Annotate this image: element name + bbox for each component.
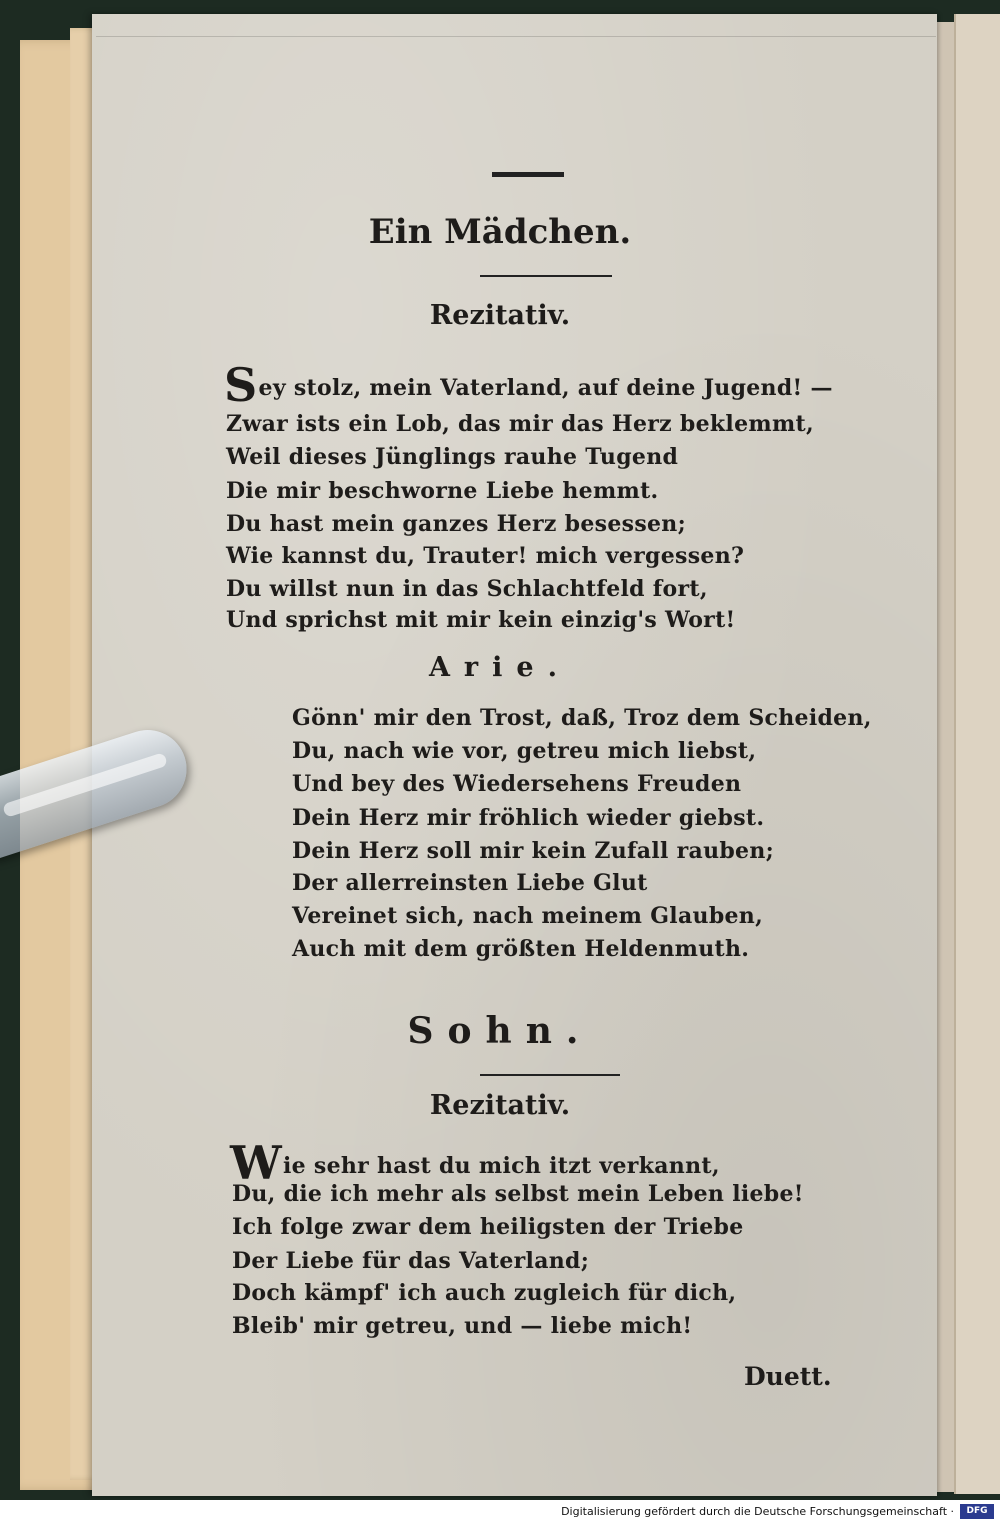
- verse-line: Der Liebe für das Vaterland;: [232, 1248, 590, 1274]
- verse-line: Du, nach wie vor, getreu mich liebst,: [292, 738, 757, 764]
- section-heading-maedchen: Ein Mädchen.: [368, 212, 632, 252]
- verse-line: Sey stolz, mein Vaterland, auf deine Jugend! —: [224, 358, 833, 412]
- verse-line: Bleib' mir getreu, und — liebe mich!: [232, 1313, 693, 1339]
- verse-line: Ich folge zwar dem heiligsten der Triebe: [232, 1214, 744, 1240]
- verse-line: Dein Herz soll mir kein Zufall rauben;: [292, 838, 775, 864]
- dfg-logo-icon: DFG: [960, 1504, 994, 1519]
- digitization-footer: [0, 1500, 1000, 1524]
- section-heading-sohn: Sohn.: [407, 1010, 593, 1052]
- heading-rule-1: [480, 275, 612, 277]
- heading-rule-2: [480, 1074, 620, 1076]
- verse-line: Du hast mein ganzes Herz besessen;: [226, 511, 687, 537]
- verse-line: Dein Herz mir fröhlich wieder giebst.: [292, 805, 765, 831]
- verse-line: Weil dieses Jünglings rauhe Tugend: [226, 444, 679, 470]
- recitative-heading-1: Rezitativ.: [429, 300, 571, 331]
- verse-line: Doch kämpf' ich auch zugleich für dich,: [232, 1280, 737, 1306]
- verse-line: Gönn' mir den Trost, daß, Troz dem Scheiden,: [292, 705, 872, 731]
- top-ornament-rule: [492, 172, 564, 177]
- verse-line: Und bey des Wiedersehens Freuden: [292, 771, 742, 797]
- catchword: Duett.: [744, 1362, 832, 1391]
- drop-cap: W: [230, 1136, 282, 1190]
- verse-line: Der allerreinsten Liebe Glut: [292, 870, 648, 896]
- verse-line: Die mir beschworne Liebe hemmt.: [226, 478, 659, 504]
- verse-line: Zwar ists ein Lob, das mir das Herz beklemmt,: [226, 411, 814, 437]
- drop-cap: S: [224, 358, 258, 412]
- recitative-heading-2: Rezitativ.: [429, 1090, 571, 1121]
- verse-line: Auch mit dem größten Heldenmuth.: [292, 936, 750, 962]
- verse-line: Und sprichst mit mir kein einzig's Wort!: [226, 607, 736, 633]
- page-top-edge: [96, 14, 936, 37]
- verse-line: Wie sehr hast du mich itzt verkannt,: [230, 1136, 720, 1190]
- verse-line: Du willst nun in das Schlachtfeld fort,: [226, 576, 708, 602]
- footer-credit: Digitalisierung gefördert durch die Deutsche Forschungsgemeinschaft ·: [561, 1505, 954, 1518]
- verse-line: Vereinet sich, nach meinem Glauben,: [292, 903, 764, 929]
- aria-heading: Arie.: [428, 652, 571, 683]
- verse-line: Wie kannst du, Trauter! mich vergessen?: [226, 543, 745, 569]
- verse-line: Du, die ich mehr als selbst mein Leben liebe!: [232, 1181, 804, 1207]
